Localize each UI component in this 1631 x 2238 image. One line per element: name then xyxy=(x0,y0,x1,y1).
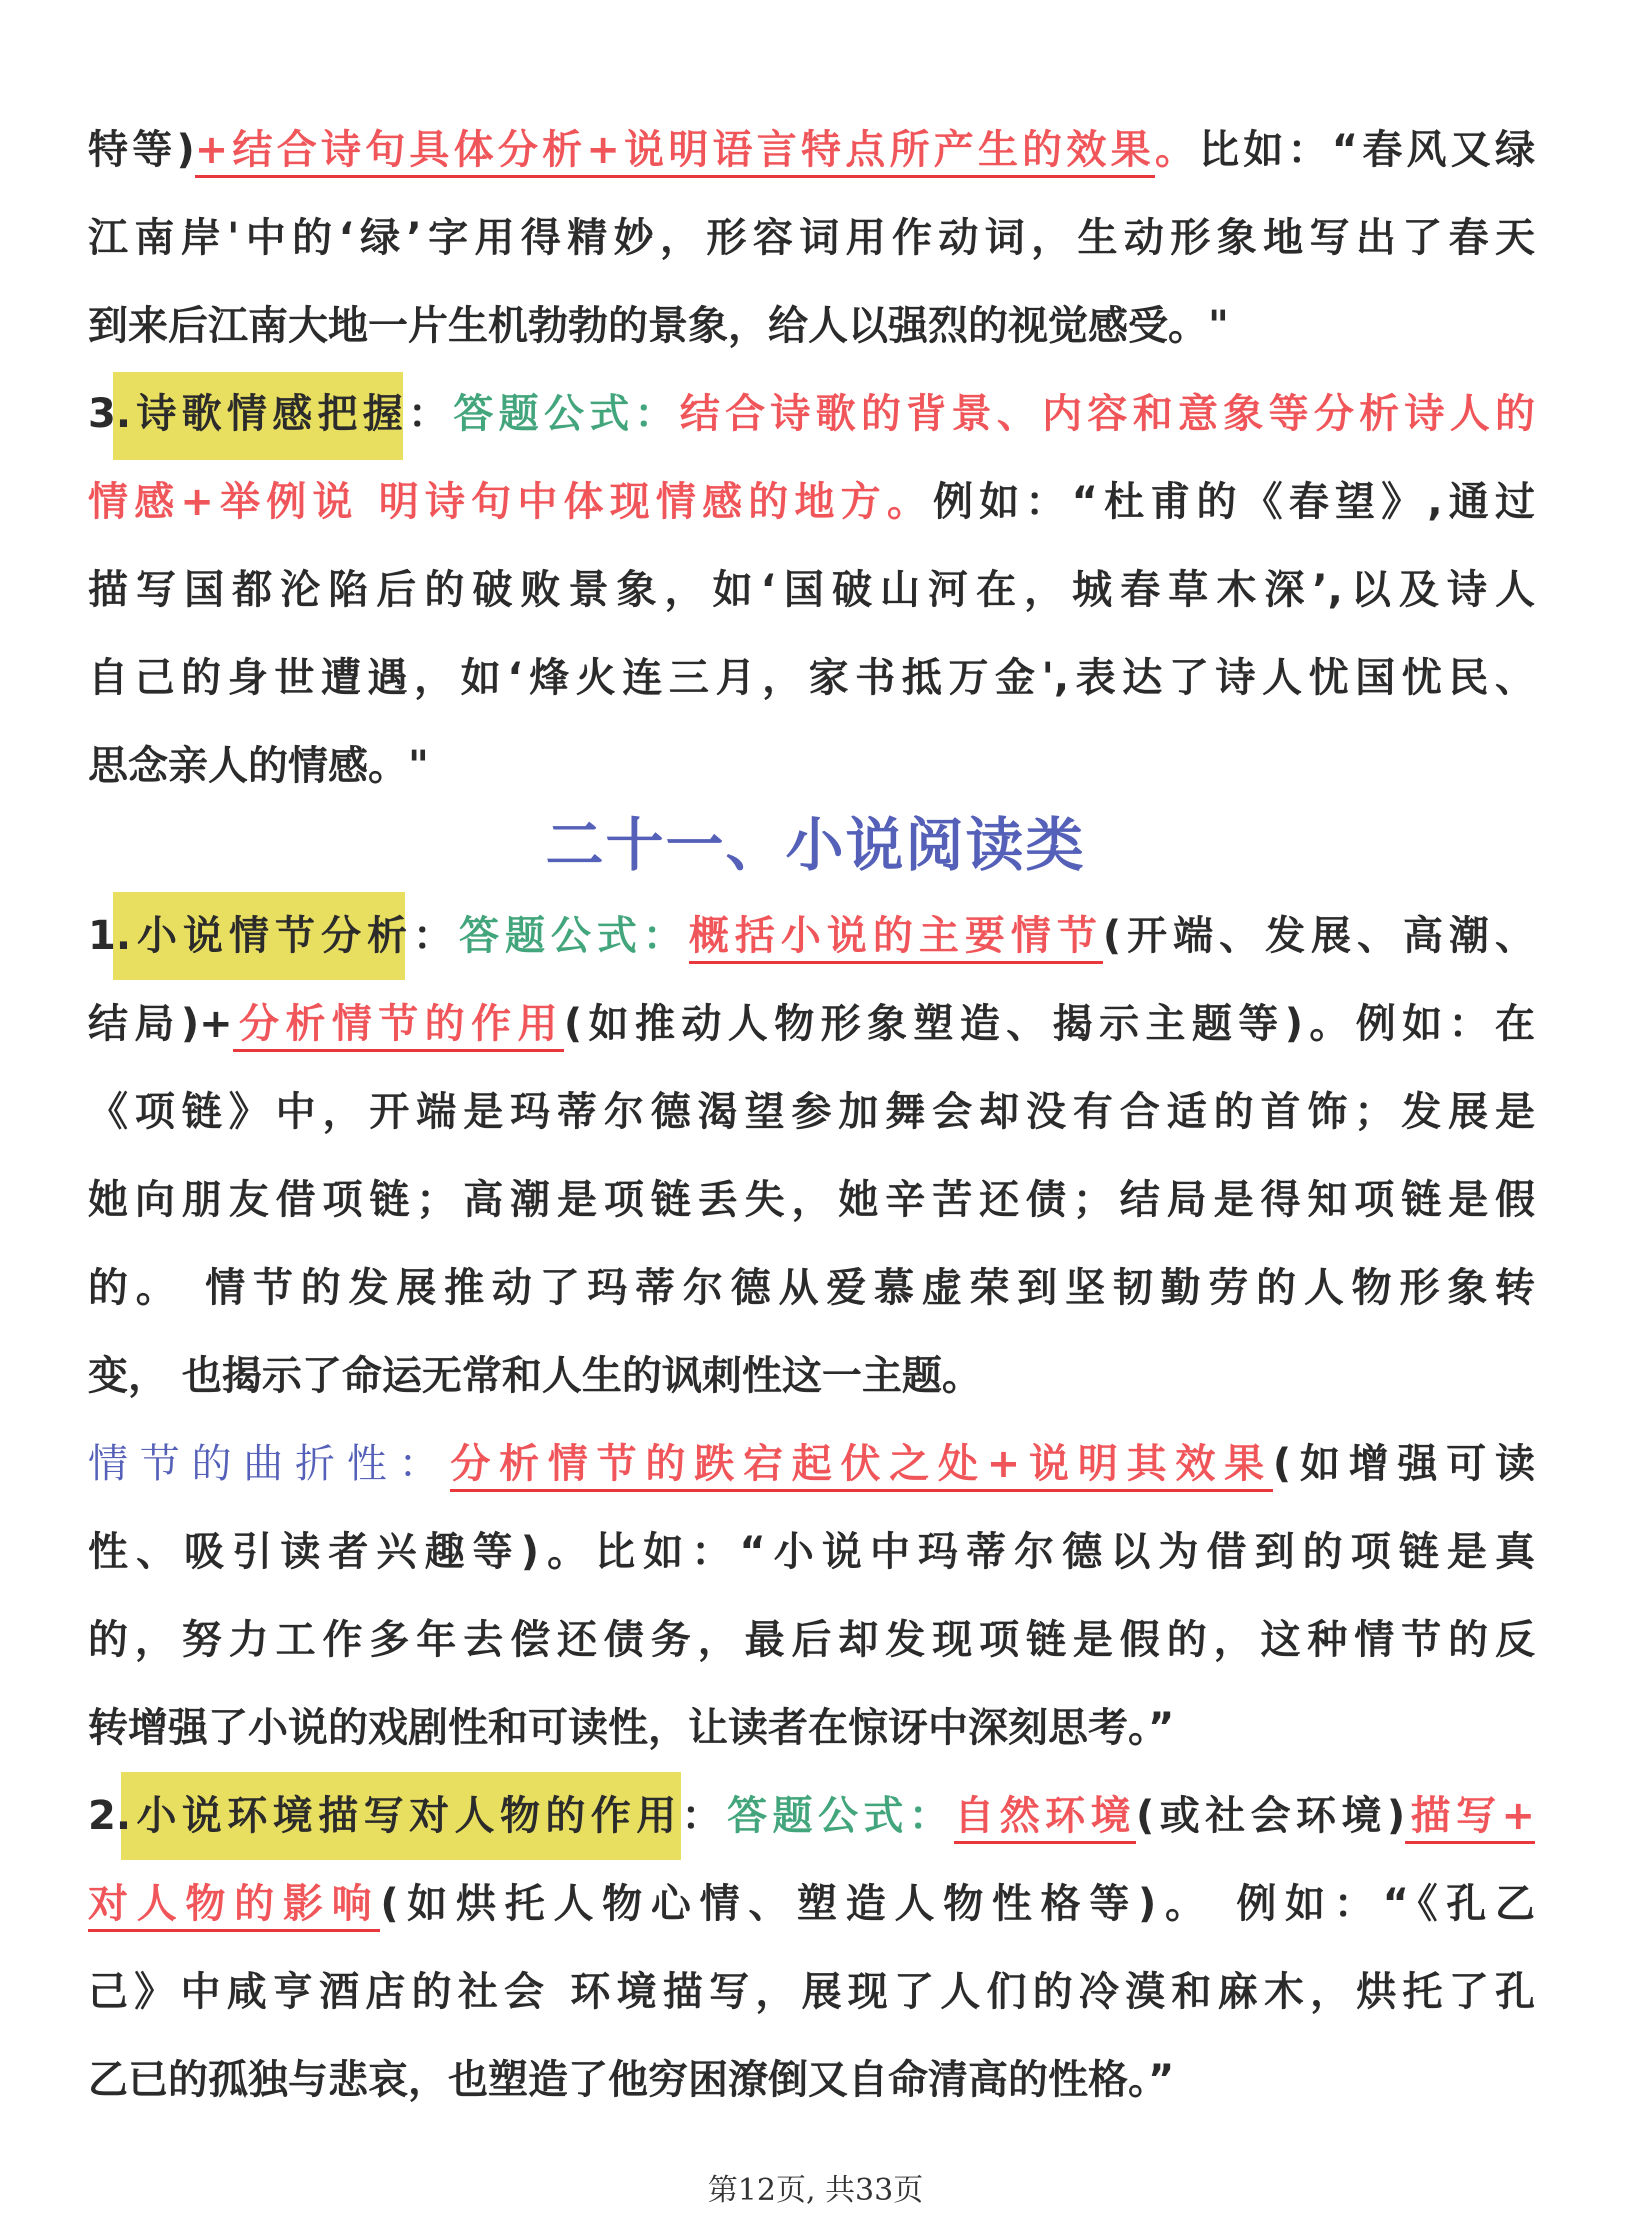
item-heading: 小说环境描写对人物的作用： xyxy=(131,1793,728,1839)
text-line: 的。 情节的发展推动了玛蒂尔德从爱慕虚荣到坚韧勤劳的人物形象转 xyxy=(88,1265,1535,1311)
formula-label: 答题公式： xyxy=(458,913,689,959)
text-segment: 特等) xyxy=(88,127,195,173)
item-heading: 小说情节分析： xyxy=(131,913,459,959)
text-line: 变， 也揭示了命运无常和人生的讽刺性这一主题。 xyxy=(88,1353,982,1399)
text-line xyxy=(88,120,1535,180)
section-title: 二十一、小说阅读类 xyxy=(545,811,1086,879)
text-segment: 。 xyxy=(1154,127,1200,173)
example-text: 例如：“杜甫的《春望》,通过 xyxy=(933,479,1535,525)
formula-text: 自然环境 xyxy=(954,1793,1136,1844)
subsection-heading: 情节的曲折性： xyxy=(88,1441,451,1487)
text-line xyxy=(88,1874,1535,1934)
formula-text: 分析情节的作用 xyxy=(233,1001,564,1052)
formula-label: 答题公式： xyxy=(727,1793,955,1839)
item-number: 1. xyxy=(88,913,132,959)
section-heading-line xyxy=(88,384,1535,444)
text-line: 的，努力工作多年去偿还债务，最后却发现项链是假的，这种情节的反 xyxy=(88,1617,1535,1663)
formula-text: 描写+ xyxy=(1405,1793,1535,1844)
item-number: 3. xyxy=(88,391,132,437)
formula-text: 概括小说的主要情节 xyxy=(689,913,1103,964)
formula-text: 结合诗歌的背景、内容和意象等分析诗人的 xyxy=(679,391,1536,437)
formula-text: +结合诗句具体分析+说明语言特点所产生的效果 xyxy=(195,127,1155,178)
text-segment: (如推动人物形象塑造、揭示主题等)。例如：在 xyxy=(563,1001,1536,1047)
text-segment: 结局)+ xyxy=(88,1001,233,1047)
example-text: 比如：“春风又绿 xyxy=(1199,127,1536,173)
formula-text: 对人物的影响 xyxy=(88,1881,380,1932)
formula-label: 答题公式： xyxy=(453,391,680,437)
text-line: 《项链》中，开端是玛蒂尔德渴望参加舞会却没有合适的首饰；发展是 xyxy=(88,1089,1535,1135)
text-line xyxy=(88,472,1535,532)
text-line: 她向朋友借项链；高潮是项链丢失，她辛苦还债；结局是得知项链是假 xyxy=(88,1177,1535,1223)
text-line: 性、吸引读者兴趣等)。比如：“小说中玛蒂尔德以为借到的项链是真 xyxy=(88,1529,1535,1575)
text-segment: (如增强可读 xyxy=(1272,1441,1535,1487)
text-line: 己》中咸亨酒店的社会 环境描写，展现了人们的冷漠和麻木，烘托了孔 xyxy=(88,1969,1535,2015)
page-indicator: 第12页, 共33页 xyxy=(707,2173,924,2208)
text-line: 自己的身世遭遇，如‘烽火连三月，家书抵万金',表达了诗人忧国忧民、 xyxy=(88,655,1535,701)
text-segment: (如烘托人物心情、塑造人物性格等)。 例如：“《孔乙 xyxy=(380,1881,1536,1927)
text-line xyxy=(88,994,1535,1054)
text-line: 乙已的孤独与悲哀，也塑造了他穷困潦倒又自命清高的性格。” xyxy=(88,2057,1175,2103)
text-line: 到来后江南大地一片生机勃勃的景象，给人以强烈的视觉感受。" xyxy=(88,303,1229,349)
formula-text: 情感+举例说 明诗句中体现情感的地方。 xyxy=(88,479,934,525)
item-number: 2. xyxy=(88,1793,132,1839)
text-line: 思念亲人的情感。" xyxy=(88,743,429,789)
text-segment: (或社会环境) xyxy=(1136,1793,1406,1839)
item-heading: 诗歌情感把握： xyxy=(131,391,454,437)
section-heading-line xyxy=(88,906,1535,966)
text-line: 描写国都沦陷后的破败景象，如‘国破山河在，城春草木深’,以及诗人 xyxy=(88,567,1535,613)
text-segment: (开端、发展、高潮、 xyxy=(1102,913,1536,959)
text-line: 江南岸'中的‘绿’字用得精妙，形容词用作动词，生动形象地写出了春天 xyxy=(88,215,1535,261)
subsection-heading-line xyxy=(88,1434,1535,1494)
formula-text: 分析情节的跌宕起伏之处+说明其效果 xyxy=(450,1441,1273,1492)
section-heading-line xyxy=(88,1786,1535,1846)
text-line: 转增强了小说的戏剧性和可读性，让读者在惊讶中深刻思考。” xyxy=(88,1705,1175,1751)
